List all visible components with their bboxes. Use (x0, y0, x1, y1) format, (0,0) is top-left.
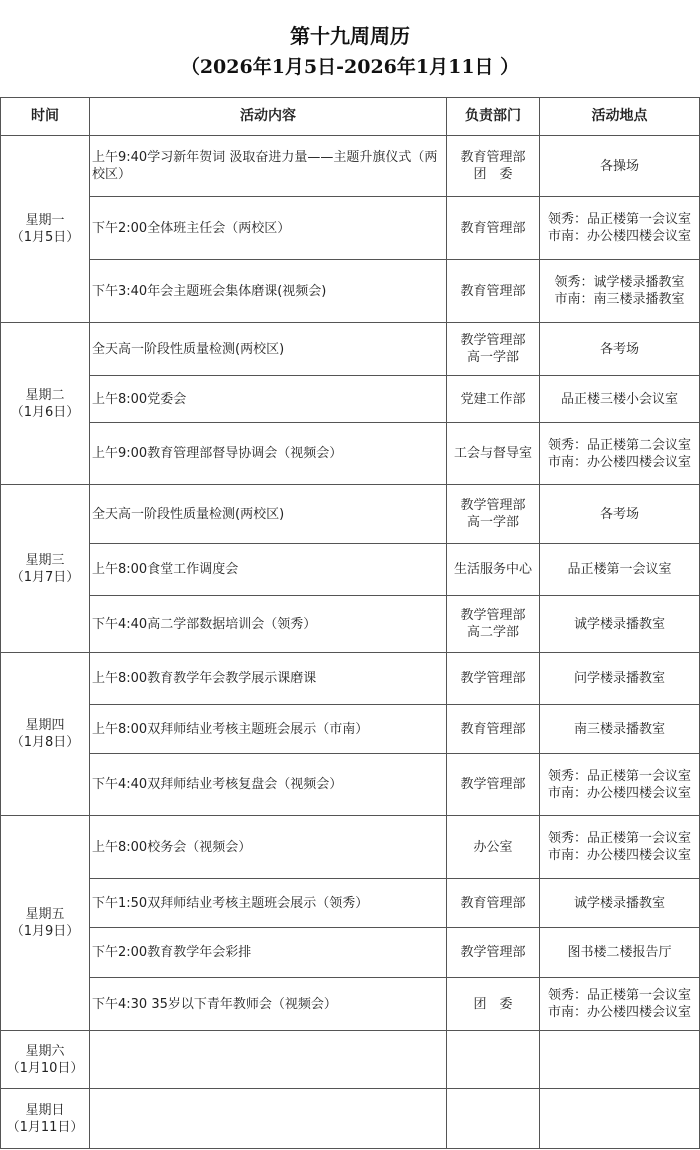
dept-line: 教学管理部 (460, 498, 526, 513)
dept-line: 教育管理部 (460, 721, 526, 737)
dept-line: 高二学部 (466, 625, 519, 640)
location-line: 图书楼二楼报告厅 (567, 945, 672, 960)
header-time: 时间 (1, 98, 90, 136)
table-row (1, 596, 700, 653)
dept-line: 教学管理部 (460, 333, 526, 348)
location-cell (540, 376, 700, 423)
activity-cell: 上午8:00食堂工作调度会 (90, 544, 447, 596)
day-date: （1月11日） (6, 1119, 84, 1135)
location-line: 领秀：品正楼第一会议室 (547, 212, 691, 227)
activity-cell: 上午9:40学习新年贺词 汲取奋进力量——主题升旗仪式（两校区） (90, 136, 447, 197)
activity-cell: 下午4:40高二学部数据培训会（领秀） (90, 596, 447, 653)
location-cell (540, 197, 700, 260)
dept-cell (447, 653, 540, 705)
day-date: （1月6日） (10, 404, 80, 420)
table-row (1, 323, 700, 376)
day-cell (1, 485, 90, 653)
location-cell (540, 485, 700, 544)
activity-cell: 下午4:30 35岁以下青年教师会（视频会） (90, 978, 447, 1031)
dept-line: 教育管理部 (460, 150, 526, 165)
dept-cell (447, 136, 540, 197)
location-line: 市南：办公楼四楼会议室 (547, 1005, 691, 1020)
table-row (1, 928, 700, 978)
dept-cell (447, 596, 540, 653)
location-line: 南三楼录播教室 (573, 721, 665, 737)
dept-cell (447, 705, 540, 754)
dept-cell (447, 754, 540, 816)
location-cell (540, 544, 700, 596)
table-row (1, 544, 700, 596)
location-cell (540, 928, 700, 978)
location-cell (540, 323, 700, 376)
table-row (1, 978, 700, 1031)
weekly-schedule-table (0, 97, 700, 1149)
header-dept: 负责部门 (447, 98, 540, 136)
location-line: 诚学楼录播教室 (573, 895, 665, 911)
table-row (1, 879, 700, 928)
table-row (1, 136, 700, 197)
table-row (1, 754, 700, 816)
schedule-body (1, 136, 700, 1149)
location-line: 各考场 (599, 341, 639, 357)
day-date: （1月8日） (10, 735, 80, 750)
location-line: 品正楼三楼小会议室 (560, 391, 678, 407)
dept-line: 办公室 (473, 839, 513, 855)
day-cell (1, 136, 90, 323)
dept-line: 党建工作部 (460, 391, 526, 407)
location-cell (540, 879, 700, 928)
location-line: 领秀：诚学楼录播教室 (554, 275, 685, 290)
dept-cell (447, 928, 540, 978)
table-row (1, 816, 700, 879)
activity-cell: 上午8:00双拜师结业考核主题班会展示（市南） (90, 705, 447, 754)
location-line: 市南：办公楼四楼会议室 (547, 785, 691, 801)
day-name: 星期六 (25, 1043, 65, 1059)
dept-cell (447, 879, 540, 928)
dept-cell (447, 260, 540, 323)
header-location: 活动地点 (540, 98, 700, 136)
location-line: 市南：南三楼录播教室 (554, 292, 685, 307)
location-line: 诚学楼录播教室 (573, 616, 665, 632)
activity-cell: 上午8:00党委会 (90, 376, 447, 423)
location-cell (540, 596, 700, 653)
dept-line: 教学管理部 (460, 608, 526, 623)
dept-cell (447, 197, 540, 260)
dept-line: 教育管理部 (460, 220, 526, 236)
day-name: 星期五 (25, 907, 65, 922)
location-line: 领秀：品正楼第一会议室 (547, 988, 691, 1003)
day-name: 星期三 (25, 552, 65, 568)
dept-cell (447, 978, 540, 1031)
location-cell (540, 1089, 700, 1149)
location-cell (540, 653, 700, 705)
location-line: 市南：办公楼四楼会议室 (547, 848, 691, 863)
activity-cell (90, 1031, 447, 1089)
table-row (1, 485, 700, 544)
location-line: 各操场 (599, 158, 639, 174)
date-range-subtitle: （2026年1月5日-2026年1月11日 ） (180, 56, 520, 78)
dept-cell (447, 323, 540, 376)
dept-line: 高一学部 (466, 515, 519, 530)
day-date: （1月5日） (10, 230, 80, 245)
activity-cell: 下午2:00教育教学年会彩排 (90, 928, 447, 978)
activity-cell: 下午3:40年会主题班会集体磨课(视频会) (90, 260, 447, 323)
activity-cell: 全天高一阶段性质量检测(两校区) (90, 323, 447, 376)
dept-line: 团 委 (473, 167, 513, 182)
dept-line: 教育管理部 (460, 283, 526, 299)
day-cell (1, 323, 90, 485)
activity-cell: 上午8:00校务会（视频会） (90, 816, 447, 879)
day-name: 星期一 (25, 213, 65, 228)
dept-line: 教学管理部 (460, 777, 526, 792)
activity-cell: 下午4:40双拜师结业考核复盘会（视频会） (90, 754, 447, 816)
table-row (1, 423, 700, 485)
day-cell (1, 653, 90, 816)
table-row (1, 376, 700, 423)
day-name: 星期二 (25, 387, 65, 403)
location-line: 领秀：品正楼第一会议室 (547, 768, 691, 784)
table-row (1, 197, 700, 260)
location-cell (540, 754, 700, 816)
dept-line: 教育管理部 (460, 895, 526, 911)
location-line: 领秀：品正楼第二会议室 (547, 437, 691, 453)
dept-line: 生活服务中心 (453, 562, 532, 577)
day-date: （1月7日） (10, 569, 80, 585)
header-activity: 活动内容 (90, 98, 447, 136)
page-title: 第十九周周历 (290, 24, 410, 48)
location-cell (540, 816, 700, 879)
table-row (1, 653, 700, 705)
dept-cell (447, 544, 540, 596)
table-row (1, 705, 700, 754)
location-cell (540, 705, 700, 754)
dept-line: 教学管理部 (460, 671, 526, 686)
dept-line: 工会与督导室 (453, 446, 532, 461)
dept-line: 高一学部 (466, 350, 519, 365)
dept-cell (447, 423, 540, 485)
location-cell (540, 260, 700, 323)
day-cell (1, 1031, 90, 1089)
day-date: （1月9日） (10, 924, 80, 939)
location-line: 品正楼第一会议室 (567, 562, 672, 577)
activity-cell: 上午8:00教育教学年会教学展示课磨课 (90, 653, 447, 705)
day-name: 星期日 (25, 1102, 65, 1118)
location-cell (540, 978, 700, 1031)
dept-cell (447, 485, 540, 544)
location-cell (540, 423, 700, 485)
location-line: 市南：办公楼四楼会议室 (547, 229, 691, 244)
table-row (1, 1031, 700, 1089)
location-line: 市南：办公楼四楼会议室 (547, 454, 691, 470)
location-line: 领秀：品正楼第一会议室 (547, 831, 691, 846)
dept-cell (447, 1089, 540, 1149)
header-row (1, 98, 700, 136)
dept-cell (447, 376, 540, 423)
location-cell (540, 136, 700, 197)
activity-cell (90, 1089, 447, 1149)
dept-cell (447, 1031, 540, 1089)
table-row (1, 260, 700, 323)
table-row (1, 1089, 700, 1149)
day-cell (1, 1089, 90, 1149)
location-cell (540, 1031, 700, 1089)
activity-cell: 下午2:00全体班主任会（两校区） (90, 197, 447, 260)
activity-cell: 下午1:50双拜师结业考核主题班会展示（领秀） (90, 879, 447, 928)
activity-cell: 全天高一阶段性质量检测(两校区) (90, 485, 447, 544)
day-name: 星期四 (25, 718, 65, 733)
dept-cell (447, 816, 540, 879)
day-cell (1, 816, 90, 1031)
day-date: （1月10日） (6, 1060, 84, 1076)
location-line: 问学楼录播教室 (573, 671, 665, 686)
activity-cell: 上午9:00教育管理部督导协调会（视频会） (90, 423, 447, 485)
dept-line: 教学管理部 (460, 945, 526, 960)
location-line: 各考场 (599, 506, 639, 522)
dept-line: 团 委 (473, 996, 513, 1012)
